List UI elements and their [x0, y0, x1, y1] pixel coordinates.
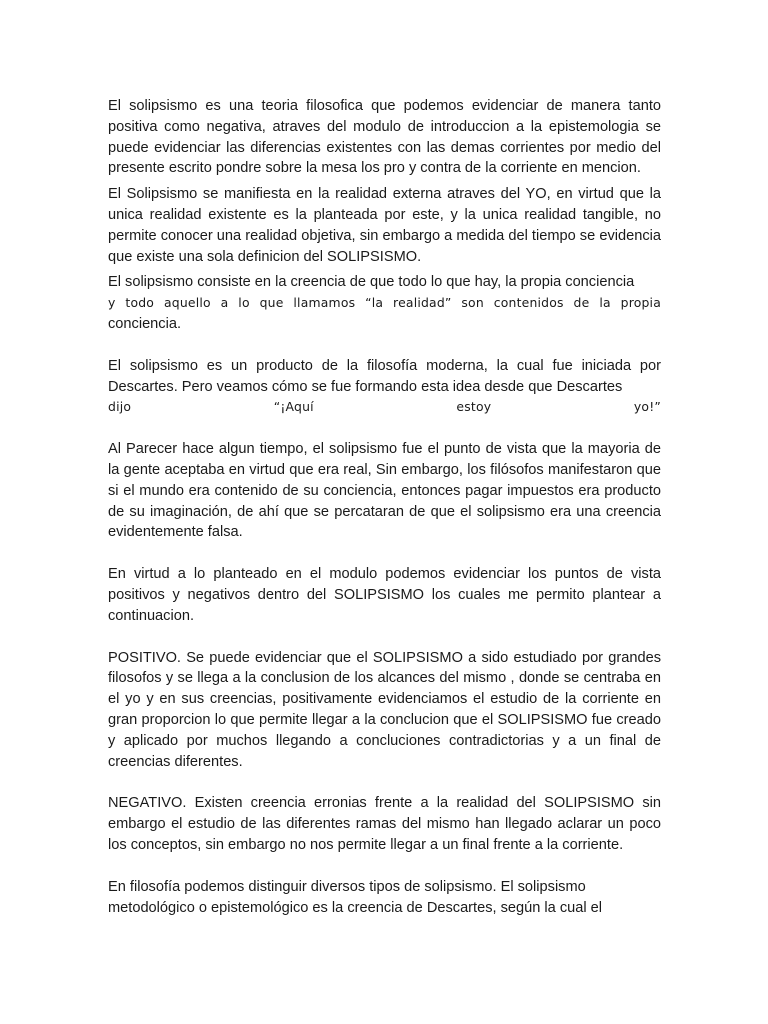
- paragraph-en-virtud: En virtud a lo planteado en el modulo podemos evidenciar los puntos de vista positivos y negativos dentro del SOLIPSISMO los cuales me permito plantear a continuacion.: [108, 566, 661, 624]
- paragraph-tipos-line2: metodológico o epistemológico es la creencia de Descartes, según la cual el: [108, 899, 603, 916]
- paragraph-positivo: POSITIVO. Se puede evidenciar que el SOLIPSISMO a sido estudiado por grandes filosofos y se llega a la conclusion de los alcances del mismo , donde se centraba en el yo y en sus creencias, positivamente evidenciamos el estudio de la corriente en gran proporcion lo que permite llegar a la conclucion que el SOLIPSISMO fue creado y aplicado por muchos llegando a concluciones contradictorias y a un final de creencias diferentes.: [108, 649, 661, 770]
- document-page: [108, 96, 661, 918]
- paragraph-descartes-quote: dijo “¡Aquí estoy yo!”: [108, 399, 661, 415]
- paragraph-definition-line1: El solipsismo consiste en la creencia de que todo lo que hay, la propia conciencia: [108, 274, 635, 291]
- paragraph-negativo: NEGATIVO. Existen creencia erronias frente a la realidad del SOLIPSISMO sin embargo el estudio de las diferentes ramas del mismo han llegado aclarar un poco los conceptos, sin embargo no nos permite llegar a un final frente a la corriente.: [108, 795, 661, 853]
- paragraph-al-parecer: Al Parecer hace algun tiempo, el solipsismo fue el punto de vista que la mayoria de la gente aceptaba en virtud que era real, Sin embargo, los filósofos manifestaron que si el mundo era contenido de su conciencia, entonces pagar impuestos era producto de su imaginación, de ahí que se percataran de que el solipsismo era una creencia evidentemente falsa.: [108, 441, 661, 541]
- paragraph-tipos-line1: En filosofía podemos distinguir diversos tipos de solipsismo. El solipsismo: [108, 878, 586, 895]
- paragraph-definition-line2: y todo aquello a lo que llamamos “la realidad” son contenidos de la propia: [108, 295, 661, 311]
- paragraph-definition-line3: conciencia.: [108, 315, 182, 332]
- paragraph-introduction: El solipsismo es una teoria filosofica que podemos evidenciar de manera tanto positiva como negativa, atraves del modulo de introduccion a la epistemologia se puede evidenciar las diferencias existentes con las demas corrientes por medio del presente escrito pondre sobre la mesa los pro y contra de la corriente en mencion.: [108, 98, 661, 177]
- paragraph-descartes: El solipsismo es un producto de la filosofía moderna, la cual fue iniciada por Descartes. Pero veamos cómo se fue formando esta idea desde que Descartes: [108, 357, 661, 395]
- paragraph-solipsismo-yo: El Solipsismo se manifiesta en la realidad externa atraves del YO, en virtud que la unica realidad existente es la planteada por este, y la unica realidad tangible, no permite conocer una realidad objetiva, sin embargo a medida del tiempo se evidencia que existe una sola definicion del SOLIPSISMO.: [108, 186, 661, 265]
